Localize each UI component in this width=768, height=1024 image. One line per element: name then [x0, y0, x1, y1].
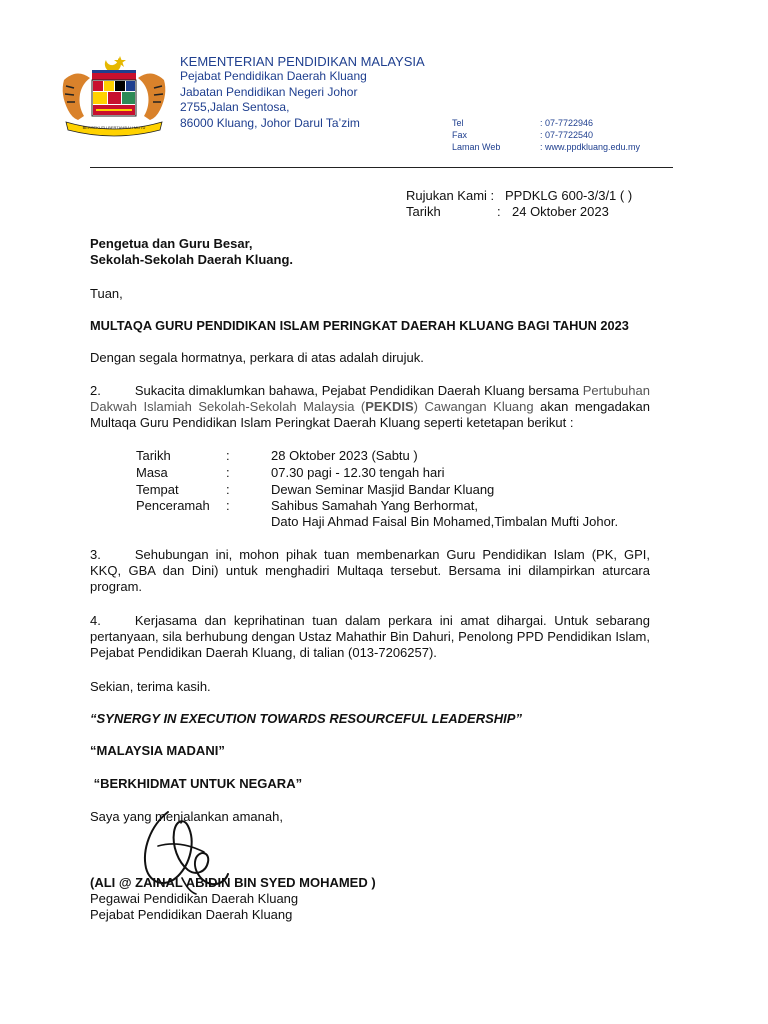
detail-value: 28 Oktober 2023 (Sabtu )	[271, 448, 418, 463]
reference-label: Rujukan Kami :	[406, 188, 495, 203]
header-divider	[90, 167, 673, 168]
date-value: 24 Oktober 2023	[512, 204, 609, 219]
contact-web-value: : www.ppdkluang.edu.my	[540, 142, 641, 152]
address-line-3: 2755,Jalan Sentosa,	[180, 100, 290, 114]
detail-label: Tarikh	[136, 448, 171, 463]
sign-off: Saya yang menjalankan amanah,	[90, 809, 283, 824]
signatory-title-1: Pegawai Pendidikan Daerah Kluang	[90, 891, 299, 906]
detail-label: Masa	[136, 465, 168, 480]
detail-colon: :	[226, 482, 230, 497]
organisation-name: Pertubuhan Dakwah Islamiah Sekolah-Sekolah Malaysia (	[90, 383, 650, 415]
recipient-line-1: Pengetua dan Guru Besar,	[90, 236, 253, 251]
paragraph-2-text-b: akan mengadakan Multaqa Guru Pendidikan Islam Peringkat Daerah Kluang seperti ketetapan berikut :	[90, 399, 650, 431]
salutation: Tuan,	[90, 286, 123, 301]
slogan-berkhidmat: “BERKHIDMAT UNTUK NEGARA”	[90, 776, 303, 791]
contact-fax-label: Fax	[452, 130, 468, 140]
signatory-title-2: Pejabat Pendidikan Daerah Kluang	[90, 907, 293, 922]
address-line-1: Pejabat Pendidikan Daerah Kluang	[180, 69, 367, 83]
organisation-branch: ) Cawangan Kluang	[413, 399, 534, 415]
detail-label: Penceramah	[136, 498, 210, 513]
paragraph-3-number: 3.	[90, 547, 101, 562]
detail-colon: :	[226, 498, 230, 513]
contact-web-label: Laman Web	[452, 142, 501, 152]
slogan-madani: “MALAYSIA MADANI”	[90, 743, 225, 758]
slogan-synergy: “SYNERGY IN EXECUTION TOWARDS RESOURCEFUL LEADERSHIP”	[90, 711, 522, 726]
ministry-name: KEMENTERIAN PENDIDIKAN MALAYSIA	[180, 54, 425, 69]
paragraph-2-number: 2.	[90, 383, 101, 398]
paragraph-3-text: Sehubungan ini, mohon pihak tuan membenarkan Guru Pendidikan Islam (PK, GPI, KKQ, GBA dan Dini) untuk menghadiri Multaqa tersebut. Bersama ini dilampirkan aturcara program.	[90, 547, 650, 595]
paragraph-4-number: 4.	[90, 613, 101, 628]
date-label: Tarikh	[406, 204, 441, 219]
detail-colon: :	[226, 448, 230, 463]
detail-value: 07.30 pagi - 12.30 tengah hari	[271, 465, 445, 480]
contact-tel-value: : 07-7722946	[540, 118, 594, 128]
paragraph-4	[90, 613, 650, 662]
detail-colon: :	[226, 465, 230, 480]
address-line-2: Jabatan Pendidikan Negeri Johor	[180, 84, 358, 99]
svg-text:BERSEKUTU BERTAMBAH MUTU: BERSEKUTU BERTAMBAH MUTU	[82, 125, 146, 130]
paragraph-3	[90, 547, 650, 596]
intro-paragraph: Dengan segala hormatnya, perkara di atas adalah dirujuk.	[90, 350, 424, 365]
paragraph-4-text: Kerjasama dan keprihatinan tuan dalam perkara ini amat dihargai. Untuk sebarang pertanyaan, sila berhubung dengan Ustaz Mahathir Bin Dahuri, Penolong PPD Pendidikan Islam, Pejabat Pendidikan Daerah Kluang, di talian (013-7206257).	[90, 613, 650, 661]
recipient-line-2: Sekolah-Sekolah Daerah Kluang.	[90, 252, 294, 267]
detail-value: Sahibus Samahah Yang Berhormat,	[271, 498, 478, 513]
detail-value: Dato Haji Ahmad Faisal Bin Mohamed,Timbalan Mufti Johor.	[271, 514, 619, 529]
paragraph-2	[90, 383, 650, 432]
date-colon: :	[497, 204, 501, 219]
detail-value: Dewan Seminar Masjid Bandar Kluang	[271, 482, 495, 497]
detail-label: Tempat	[136, 482, 179, 497]
contact-tel-label: Tel	[452, 118, 464, 128]
coat-of-arms-logo	[58, 50, 170, 138]
subject-line: MULTAQA GURU PENDIDIKAN ISLAM PERINGKAT DAERAH KLUANG BAGI TAHUN 2023	[90, 318, 629, 333]
address-line-4: 86000 Kluang, Johor Darul Ta’zim	[180, 115, 360, 130]
contact-fax-value: : 07-7722540	[540, 130, 594, 140]
paragraph-2-text-a: Sukacita dimaklumkan bahawa, Pejabat Pendidikan Daerah Kluang bersama	[134, 383, 579, 398]
reference-value: PPDKLG 600-3/3/1 ( )	[505, 188, 633, 203]
organisation-abbr: PEKDIS	[365, 399, 414, 415]
closing-line: Sekian, terima kasih.	[90, 679, 211, 694]
signatory-name: (ALI @ ZAINAL ABIDIN BIN SYED MOHAMED )	[90, 875, 376, 890]
